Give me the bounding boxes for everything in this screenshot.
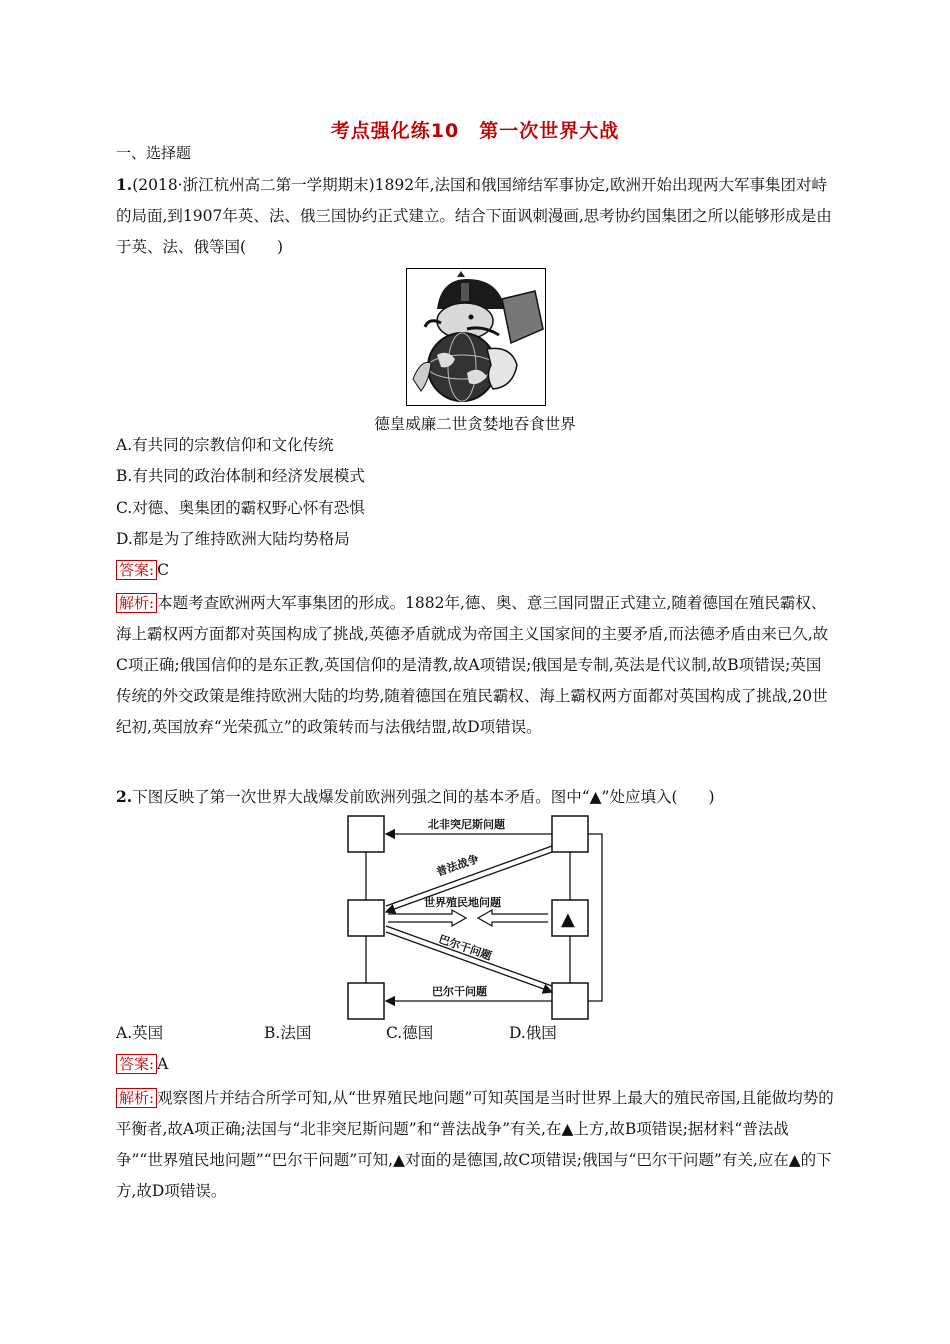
- cartoon-caption: 德皇威廉二世贪婪地吞食世界: [374, 415, 576, 433]
- page-title: 考点强化练10 第一次世界大战: [330, 120, 620, 142]
- label-north-africa-tunisia: 北非突尼斯问题: [428, 818, 505, 831]
- box-top-right: [552, 816, 588, 852]
- q1-answer-tag: 答案:: [116, 560, 157, 580]
- label-balkans-bottom: 巴尔干问题: [432, 985, 487, 998]
- q1-answer-value: C: [157, 561, 169, 579]
- question-1-text: (2018·浙江杭州高二第一学期期末)1892年,法国和俄国缔结军事协定,欧洲开始出现两大军事集团对峙的局面,到1907年英、法、俄三国协约正式建立。结合下面讽刺漫画,思考协约国集团之所以能够形成是由于英、法、俄等国( ): [116, 176, 832, 256]
- triangle-marker: ▲: [561, 909, 575, 930]
- label-world-colonies: 世界殖民地问题: [424, 896, 501, 909]
- question-2-number: 2.: [116, 787, 133, 806]
- section-heading: 一、选择题: [116, 144, 192, 162]
- q2-option-b: B.法国: [264, 1024, 312, 1042]
- kaiser-cartoon-image: [406, 268, 546, 406]
- box-top-left: [348, 816, 384, 852]
- q1-option-c: C.对德、奥集团的霸权野心怀有恐惧: [116, 499, 365, 517]
- label-balkans-diagonal: 巴尔干问题: [437, 932, 494, 963]
- q2-answer-tag: 答案:: [116, 1054, 157, 1074]
- q2-answer-line: [116, 1054, 168, 1074]
- q2-option-d: D.俄国: [509, 1024, 557, 1042]
- q1-answer-line: [116, 560, 169, 580]
- question-2-stem: [116, 781, 834, 813]
- box-bottom-right: [552, 983, 588, 1019]
- conflict-diagram: [340, 810, 605, 1030]
- q2-analysis-tag: 解析:: [116, 1088, 157, 1108]
- q2-analysis-text: 观察图片并结合所学可知,从“世界殖民地问题”可知英国是当时世界上最大的殖民帝国,且能做均势的平衡者,故A项正确;法国与“北非突尼斯问题”和“普法战争”有关,在▲上方,故B项错误;据材料“普法战争”“世界殖民地问题”“巴尔干问题”可知,▲对面的是德国,故C项错误;俄国与“巴尔干问题”有关,应在▲的下方,故D项错误。: [116, 1089, 834, 1200]
- q1-analysis-text: 本题考查欧洲两大军事集团的形成。1882年,德、奥、意三国同盟正式建立,随着德国在殖民霸权、海上霸权两方面都对英国构成了挑战,英德矛盾就成为帝国主义国家间的主要矛盾,而法德矛盾由来已久,故C项正确;俄国信仰的是东正教,英国信仰的是清教,故A项错误;俄国是专制,英法是代议制,故B项错误;英国传统的外交政策是维持欧洲大陆的均势,随着德国在殖民霸权、海上霸权两方面都对英国构成了挑战,20世纪初,英国放弃“光荣孤立”的政策转而与法俄结盟,故D项错误。: [116, 594, 829, 736]
- question-1-stem: [116, 169, 834, 263]
- q1-analysis: [116, 588, 834, 743]
- box-bottom-left: [348, 983, 384, 1019]
- q1-analysis-tag: 解析:: [116, 593, 157, 613]
- q2-analysis: [116, 1083, 834, 1207]
- question-1-number: 1.: [116, 175, 133, 194]
- q2-answer-value: A: [157, 1055, 169, 1073]
- box-middle-left: [348, 900, 384, 936]
- q2-option-a: A.英国: [116, 1024, 164, 1042]
- label-franco-prussian-war: 普法战争: [434, 852, 481, 879]
- question-2-text: 下图反映了第一次世界大战爆发前欧洲列强之间的基本矛盾。图中“▲”处应填入( ): [132, 788, 715, 806]
- q1-option-b: B.有共同的政治体制和经济发展模式: [116, 467, 365, 485]
- q1-option-d: D.都是为了维持欧洲大陆均势格局: [116, 530, 350, 548]
- q1-option-a: A.有共同的宗教信仰和文化传统: [116, 436, 334, 454]
- q2-option-c: C.德国: [386, 1024, 434, 1042]
